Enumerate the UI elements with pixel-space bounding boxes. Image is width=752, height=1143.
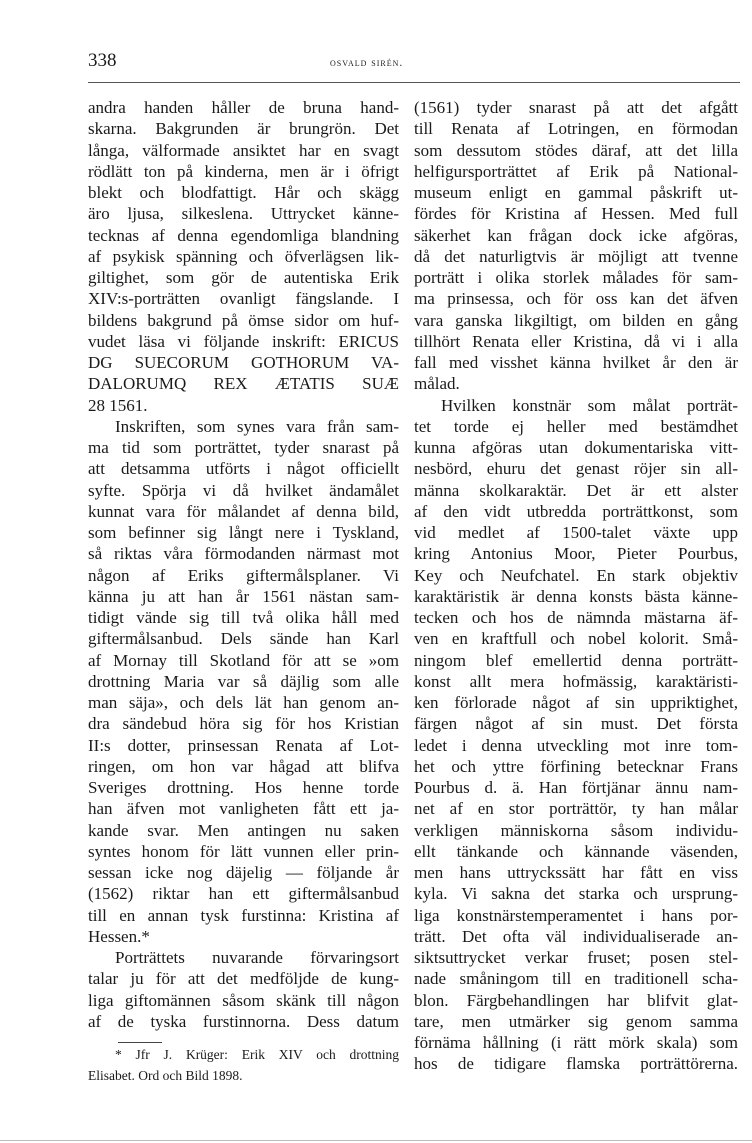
text-line: liga konstnärstemperamentet i hans por- bbox=[414, 905, 738, 925]
text-line: men hans uttryckssätt har fått en viss bbox=[414, 863, 738, 882]
text-line: kunnat vara för målandet af denna bild, bbox=[88, 501, 399, 521]
text-line: han äfven mot vanligheten fått ett ja- bbox=[88, 799, 399, 819]
text-line: att detsamma utförts i något officiellt bbox=[88, 459, 399, 479]
text-line: kunna afgöras utan dokumentariska vitt- bbox=[414, 438, 738, 457]
text-line: blon. Färgbehandlingen har blifvit glat- bbox=[414, 990, 738, 1010]
text-line: färgen något af sin must. Det första bbox=[414, 714, 738, 734]
header-rule bbox=[88, 82, 740, 83]
running-head: osvald sirén. bbox=[330, 57, 404, 69]
text-line: tecknas af denna egendomliga blandning bbox=[88, 225, 399, 245]
text-line: som dessutom stödes däraf, att det lilla bbox=[414, 140, 738, 160]
text-line: kande svar. Men antingen nu saken bbox=[88, 820, 399, 840]
text-line: giltighet, som gör de autentiska Erik bbox=[88, 268, 399, 287]
text-line: rödlätt ton på kinderna, men är i öfrigt bbox=[88, 161, 399, 181]
text-line: till en annan tysk furstinna: Kristina af bbox=[88, 905, 399, 925]
text-line: het och yttre förfining betecknar Frans bbox=[414, 756, 738, 776]
text-line: konst allt mera hofmässig, karaktäristi- bbox=[414, 671, 738, 691]
text-line: Elisabet. Ord och Bild 1898. bbox=[88, 1068, 243, 1084]
text-line: af psykisk spänning och öfverlägsen lik- bbox=[88, 246, 399, 266]
text-line: ken förlorade något af sin uppriktighet, bbox=[414, 693, 738, 712]
text-line: af de tyska furstinnorna. Dess datum bbox=[88, 1011, 399, 1031]
text-line: målad. bbox=[414, 374, 460, 394]
text-line: syntes honom för lätt vunnen eller prin- bbox=[88, 841, 399, 861]
text-line: XIV:s-porträtten ovanligt fängslande. I bbox=[88, 289, 399, 309]
text-line: kring Antonius Moor, Pieter Pourbus, bbox=[414, 544, 738, 564]
text-line: nade småningom till en traditionell scha- bbox=[414, 969, 738, 989]
text-line: net af en stor porträttör, ty han målar bbox=[414, 799, 738, 819]
text-line: känna ju att han år 1561 nästan sam- bbox=[88, 586, 399, 606]
text-line: giftermålsanbud. Dels sände han Karl bbox=[88, 629, 399, 649]
text-line: porträtt i olika storlek målades för sam- bbox=[414, 268, 738, 287]
text-line: dra sändebud höra sig för hos Kristian bbox=[88, 714, 399, 734]
text-line: vudet läsa vi följande inskrift: ERICUS bbox=[88, 331, 399, 351]
text-line: museum enligt en gammal påskrift ut- bbox=[414, 183, 738, 202]
text-line: liga giftomännen såsom skänk till någon bbox=[88, 990, 399, 1010]
text-line: som befinner sig långt nere i Tyskland, bbox=[88, 523, 399, 542]
text-line: någon af Eriks giftermålsplaner. Vi bbox=[88, 565, 399, 585]
text-line: så riktas våra förmodanden närmast mot bbox=[88, 544, 399, 564]
text-line: * Jfr J. Krüger: Erik XIV och drottning bbox=[115, 1047, 399, 1062]
text-line: ringen, om hon var hågad att blifva bbox=[88, 756, 399, 776]
text-line: säkerhet kan frågan dock icke afgöras, bbox=[414, 225, 738, 245]
footnote bbox=[88, 1044, 399, 1087]
text-line: fall med visshet känna hvilket år den är bbox=[414, 353, 738, 372]
text-line: Sveriges drottning. Hos henne torde bbox=[88, 778, 399, 797]
text-line: till Renata af Lotringen, en förmodan bbox=[414, 119, 738, 139]
text-line: vid medlet af 1500-talet växte upp bbox=[414, 523, 738, 542]
text-line: tidigt vände sig till två olika håll med bbox=[88, 608, 399, 627]
text-line: DALORUMQ REX ÆTATIS SUÆ bbox=[88, 374, 399, 394]
text-line: karaktäristik är denna konsts bästa känne- bbox=[414, 586, 738, 606]
text-line: (1562) riktar han ett giftermålsanbud bbox=[88, 884, 399, 904]
text-line: andra handen håller de bruna hand- bbox=[88, 98, 399, 117]
text-line: man säja», och dels lät han genom an- bbox=[88, 693, 399, 712]
text-line: männa skolkaraktär. Det är ett alster bbox=[414, 480, 738, 500]
text-line: II:s dotter, prinsessan Renata af Lot- bbox=[88, 735, 399, 755]
text-line: Key och Neufchatel. En stark objektiv bbox=[414, 565, 738, 585]
text-line: förnäma hållning (i rätt mörk skala) som bbox=[414, 1033, 738, 1052]
text-line: DG SUECORUM GOTHORUM VA- bbox=[88, 353, 399, 372]
text-line: hos de tidigare flamska porträttörerna. bbox=[414, 1054, 738, 1074]
text-line: kyla. Vi sakna det starka och ursprung- bbox=[414, 884, 738, 904]
left-column bbox=[88, 97, 399, 1032]
text-line: fördes för Kristina af Hessen. Med full bbox=[414, 204, 738, 224]
text-line: syfte. Spörja vi då hvilket ändamålet bbox=[88, 480, 399, 500]
page-edge bbox=[0, 1140, 752, 1141]
text-line: af Mornay till Skotland för att se »om bbox=[88, 650, 399, 670]
text-line: ma tid som porträttet, tyder snarast på bbox=[88, 438, 399, 457]
text-line: tillhört Renata eller Kristina, då vi i alla bbox=[414, 331, 738, 351]
text-line: ma prinsessa, och för oss kan det äfven bbox=[414, 289, 738, 309]
text-line: vara ganska likgiltigt, om bilden en gång bbox=[414, 310, 738, 330]
text-line: tare, men utmärker sig genom samma bbox=[414, 1011, 738, 1031]
text-line: blekt och blodfattigt. Hår och skägg bbox=[88, 183, 399, 202]
text-line: Inskriften, som synes vara från sam- bbox=[115, 416, 399, 436]
text-line: Porträttets nuvarande förvaringsort bbox=[115, 948, 399, 967]
text-line: tecken och hos de nämnda mästarna äf- bbox=[414, 608, 738, 627]
text-line: helfigursporträttet af Erik på National- bbox=[414, 161, 738, 181]
text-line: långa, välformade ansiktet har en svagt bbox=[88, 140, 399, 160]
text-line: (1561) tyder snarast på att det afgått bbox=[414, 98, 738, 117]
text-line: af den vidt utbredda porträttkonst, som bbox=[414, 501, 738, 521]
right-column bbox=[414, 97, 738, 1075]
text-line: verkligen människorna såsom individu- bbox=[414, 820, 738, 840]
footnote-rule bbox=[118, 1042, 162, 1043]
text-line: äro ljusa, silkeslena. Uttrycket känne- bbox=[88, 204, 399, 224]
text-line: drottning Maria var så däjlig som alle bbox=[88, 671, 399, 691]
text-line: trätt. Det ofta väl individualiserade an- bbox=[414, 926, 738, 946]
text-line: då det naturligtvis är möjligt att tvenne bbox=[414, 246, 738, 266]
text-line: bildens bakgrund på ömse sidor om huf- bbox=[88, 310, 399, 330]
text-line: ven en kraftfull och nobel kolorit. Små- bbox=[414, 629, 738, 649]
page-number: 338 bbox=[88, 50, 117, 71]
text-line: Hvilken konstnär som målat porträt- bbox=[441, 395, 738, 415]
text-line: Pourbus d. ä. Han förtjänar ännu nam- bbox=[414, 778, 738, 797]
text-line: ningom blef emellertid denna porträtt- bbox=[414, 650, 738, 670]
text-line: siktsuttrycket verkar fruset; posen stel- bbox=[414, 948, 738, 967]
text-line: skarna. Bakgrunden är brungrön. Det bbox=[88, 119, 399, 139]
text-line: Hessen.* bbox=[88, 926, 150, 946]
text-line: ellt tänkande och kännande väsenden, bbox=[414, 841, 738, 861]
text-line: tet torde ej heller med bestämdhet bbox=[414, 416, 738, 436]
text-line: sessan icke nog däjelig — följande år bbox=[88, 863, 399, 882]
text-line: nesbörd, ehuru det genast röjer sin all- bbox=[414, 459, 738, 479]
text-line: 28 1561. bbox=[88, 395, 148, 415]
text-line: talar ju för att det medföljde de kung- bbox=[88, 969, 399, 989]
text-line: ledet i denna utveckling mot inre tom- bbox=[414, 735, 738, 755]
